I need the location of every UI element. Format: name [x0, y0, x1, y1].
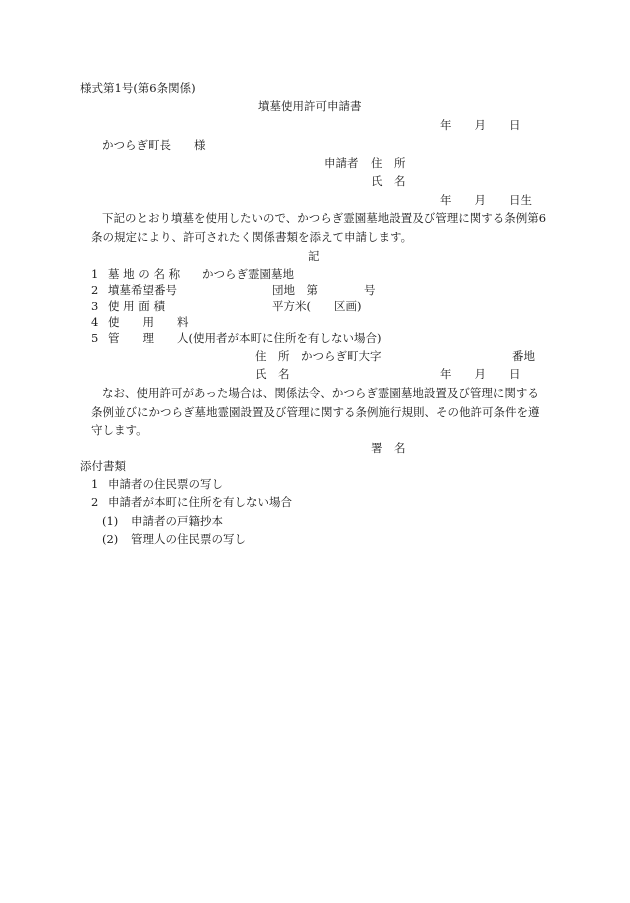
applicant-name-label: 氏 名 — [371, 174, 406, 188]
signature-label: 署 名 — [371, 441, 406, 455]
addressee: かつらぎ町長 様 — [102, 138, 206, 152]
pledge-line-3: 守します。 — [91, 423, 148, 437]
submission-date: 年 月 日 — [440, 118, 521, 132]
item-value: 団地 第 号 — [272, 283, 376, 297]
manager-address-label: 住 所 — [255, 349, 290, 363]
item-label: 墓 地 の 名 称 — [108, 267, 181, 281]
pledge-line-1: なお、使用許可があった場合は、関係法令、かつらぎ霊園墓地設置及び管理に関する — [102, 386, 539, 400]
item-number: 4 — [91, 315, 99, 329]
ki-heading: 記 — [308, 249, 320, 263]
manager-address-suffix: 番地 — [512, 349, 535, 363]
item-label: 使 用 面 積 — [108, 299, 165, 313]
item-value: かつらぎ霊園墓地 — [202, 267, 294, 281]
applicant-label: 申請者 — [324, 156, 359, 170]
applicant-birth-date: 年 月 日生 — [440, 193, 532, 207]
item-number: 5 — [91, 331, 99, 345]
attachments-heading: 添付書類 — [80, 459, 126, 473]
item-label: 使 用 料 — [108, 315, 189, 329]
form-header: 様式第1号(第6条関係) — [80, 81, 196, 95]
item-number: 2 — [91, 283, 99, 297]
item-value: 平方米( 区画) — [272, 299, 362, 313]
attachment-text: 申請者が本町に住所を有しない場合 — [108, 495, 292, 509]
attachment-sub-number: (2) — [102, 532, 119, 546]
body-paragraph-line-2: 条の規定により、許可されたく関係書類を添えて申請します。 — [91, 230, 413, 244]
manager-address-value: かつらぎ町大字 — [301, 349, 382, 363]
document-title: 墳墓使用許可申請書 — [258, 99, 362, 113]
attachment-sub-number: (1) — [102, 514, 119, 528]
item-label: 管 理 人(使用者が本町に住所を有しない場合) — [108, 331, 382, 345]
item-label: 墳墓希望番号 — [108, 283, 177, 297]
attachment-number: 1 — [91, 477, 99, 491]
attachment-sub-text: 申請者の戸籍抄本 — [131, 514, 223, 528]
manager-date: 年 月 日 — [440, 367, 521, 381]
body-paragraph-line-1: 下記のとおり墳墓を使用したいので、かつらぎ霊園墓地設置及び管理に関する条例第6 — [102, 211, 547, 225]
applicant-address-label: 住 所 — [371, 156, 406, 170]
attachment-number: 2 — [91, 495, 99, 509]
item-number: 3 — [91, 299, 99, 313]
manager-name-label: 氏 名 — [255, 367, 290, 381]
item-number: 1 — [91, 267, 99, 281]
attachment-text: 申請者の住民票の写し — [108, 477, 223, 491]
attachment-sub-text: 管理人の住民票の写し — [131, 532, 246, 546]
pledge-line-2: 条例並びにかつらぎ墓地霊園設置及び管理に関する条例施行規則、その他許可条件を遵 — [91, 405, 540, 419]
